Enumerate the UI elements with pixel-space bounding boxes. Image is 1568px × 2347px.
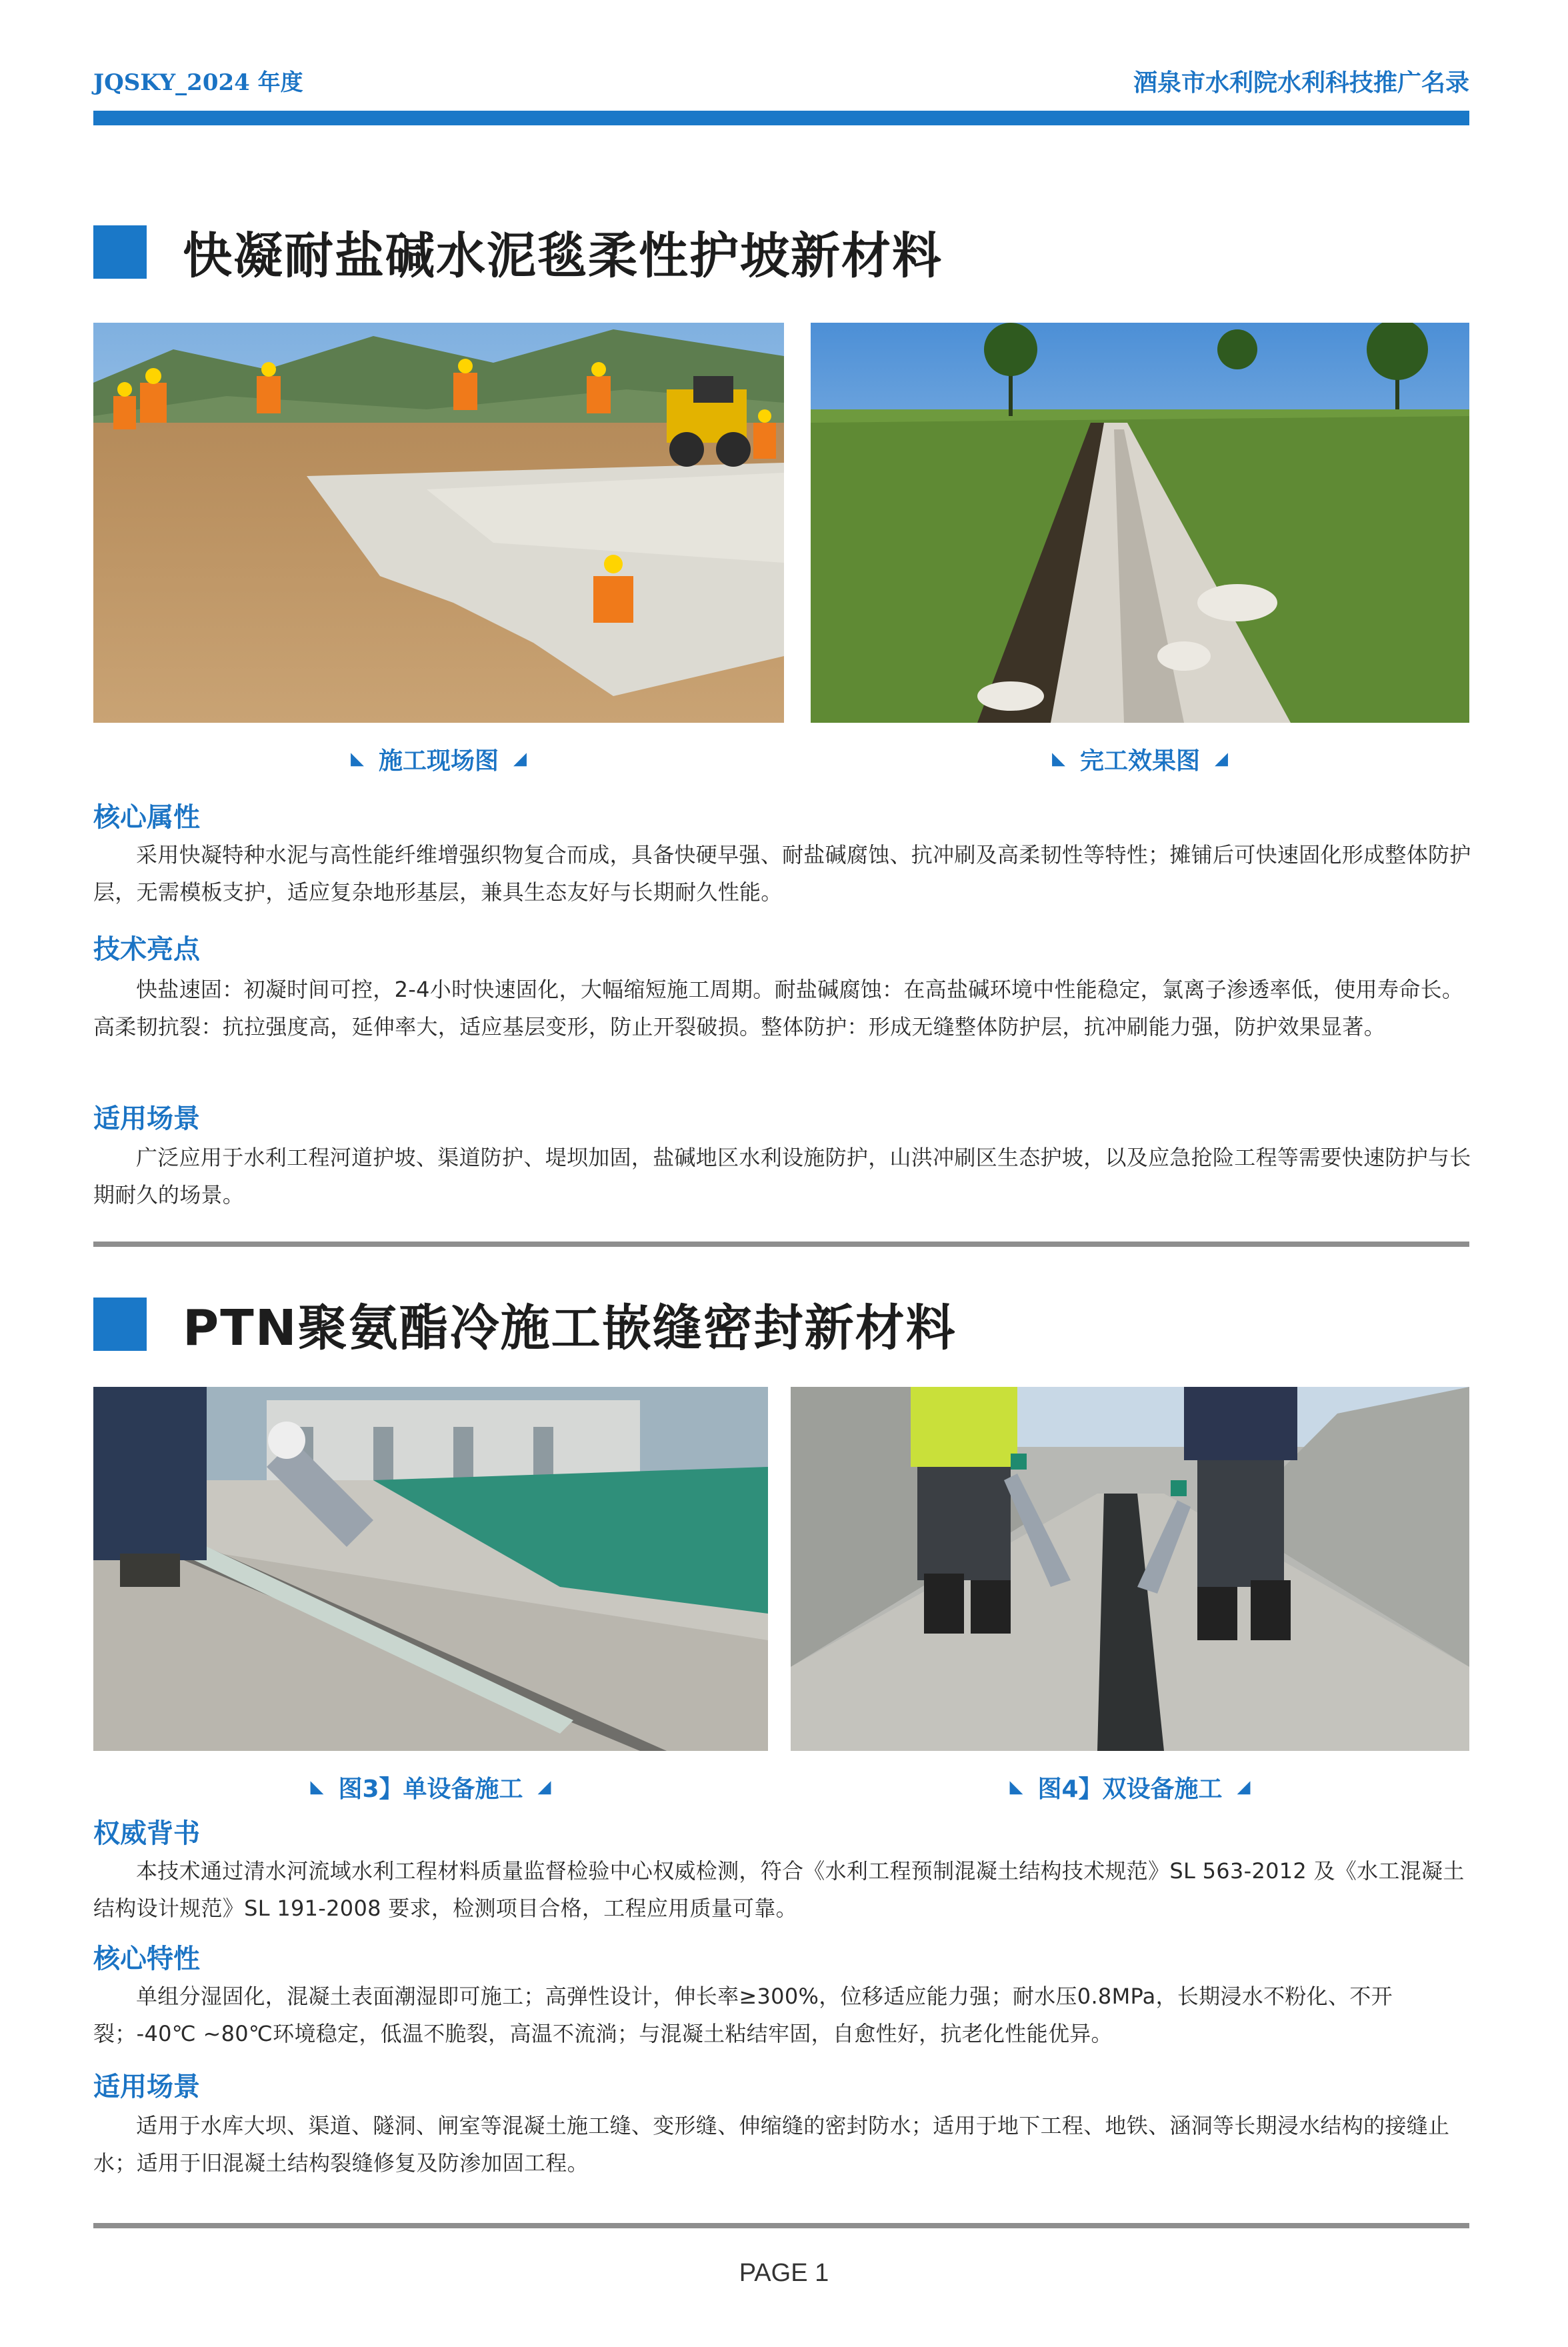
heading-applications-1: 适用场景 (93, 1103, 200, 1134)
caption-bracket-icon: ◣ (1009, 1777, 1023, 1797)
caption-text: 图4】双设备施工 (1037, 1775, 1223, 1803)
caption-text: 完工效果图 (1079, 747, 1200, 775)
para-tech-highlights: 快盐速固：初凝时间可控，2-4小时快速固化，大幅缩短施工周期。耐盐碱腐蚀：在高盐碱环境中性能稳定，氯离子渗透率低，使用寿命长。高柔韧抗裂：抗拉强度高，延伸率大，适应基层变形，防止开裂破损。整体防护：形成无缝整体防护层，抗冲刷能力强，防护效果显著。 (93, 977, 1464, 1039)
para-applications-2: 适用于水库大坝、渠道、隧洞、闸室等混凝土施工缝、变形缝、伸缩缝的密封防水；适用于地下工程、地铁、涵洞等长期浸水结构的接缝止水；适用于旧混凝土结构裂缝修复及防渗加固工程。 (93, 2113, 1450, 2176)
caption-text: 施工现场图 (378, 747, 499, 775)
caption-bracket-icon: ◢ (1215, 749, 1228, 769)
para-applications-1: 广泛应用于水利工程河道护坡、渠道防护、堤坝加固，盐碱地区水利设施防护，山洪冲刷区生态护坡，以及应急抢险工程等需要快速防护与长期耐久的场景。 (93, 1145, 1471, 1208)
caption-bracket-icon: ◣ (1051, 749, 1065, 769)
photo-construction-site (93, 323, 784, 723)
section2-title-text: PTN聚氨酯冷施工嵌缝密封新材料 (183, 1300, 957, 1357)
heading-tech-highlights: 技术亮点 (93, 934, 200, 965)
header-catalog-title: 酒泉市水利院水利科技推广名录 (1133, 69, 1469, 97)
heading-applications-2: 适用场景 (93, 2072, 200, 2102)
section2-title (93, 1291, 957, 1358)
caption-bracket-icon: ◢ (513, 749, 527, 769)
title-square-icon (93, 225, 147, 279)
caption-bracket-icon: ◣ (310, 1777, 324, 1797)
para-endorsement: 本技术通过清水河流域水利工程材料质量监督检验中心权威检测，符合《水利工程预制混凝土结构技术规范》SL 563-2012 及《水工混凝土结构设计规范》SL 191-2008 要求，检测项目合格，工程应用质量可靠。 (93, 1858, 1465, 1921)
caption-bracket-icon: ◢ (1237, 1777, 1251, 1797)
caption-completed-effect (811, 740, 1469, 777)
title-square-icon (93, 1298, 147, 1351)
caption-dual-device (791, 1768, 1469, 1806)
para-core-attributes: 采用快凝特种水泥与高性能纤维增强织物复合而成，具备快硬早强、耐盐碱腐蚀、抗冲刷及高柔韧性等特性；摊铺后可快速固化形成整体防护层，无需模板支护，适应复杂地形基层，兼具生态友好与长期耐久性能。 (93, 842, 1471, 905)
caption-bracket-icon: ◢ (537, 1777, 551, 1797)
section1-title (93, 219, 943, 285)
heading-core-attributes: 核心属性 (93, 802, 200, 833)
heading-core-features: 核心特性 (93, 1944, 200, 1974)
photo-dual-device (791, 1387, 1469, 1751)
photo-completed-effect (811, 323, 1469, 723)
section-divider (93, 1242, 1469, 1247)
caption-single-device (93, 1768, 768, 1806)
photo-single-device (93, 1387, 768, 1751)
caption-text: 图3】单设备施工 (338, 1775, 523, 1803)
para-core-features: 单组分湿固化，混凝土表面潮湿即可施工；高弹性设计，伸长率≥300%，位移适应能力强；耐水压0.8MPa，长期浸水不粉化、不开裂；-40℃ ~80℃环境稳定，低温不脆裂，高温不流淌；与混凝土粘结牢固，自愈性好，抗老化性能优异。 (93, 1984, 1393, 2046)
caption-construction-site (93, 740, 784, 777)
caption-bracket-icon: ◣ (350, 749, 364, 769)
page-number: PAGE 1 (739, 2259, 829, 2287)
section1-title-text: 快凝耐盐碱水泥毯柔性护坡新材料 (183, 227, 943, 285)
header-year: JQSKY_2024 年度 (93, 69, 303, 96)
footer-divider (93, 2223, 1469, 2228)
header-rule (93, 111, 1469, 125)
heading-endorsement: 权威背书 (93, 1818, 200, 1849)
